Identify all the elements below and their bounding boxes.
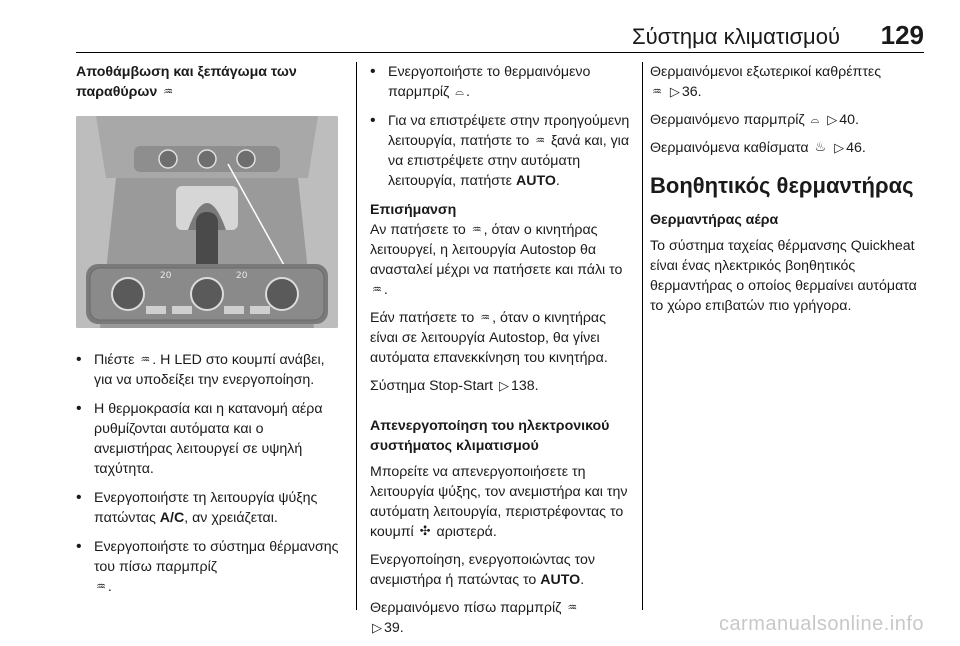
rear-defrost-icon: ♒ <box>652 86 662 98</box>
column-divider-1 <box>356 62 357 610</box>
heated-windscreen-icon: ⌓ <box>810 114 820 126</box>
note-paragraph: Αν πατήσετε το ♒ , όταν ο κινητήρας λειτουργεί, η λειτουργία Autostop θα ανασταλεί μέχρι να πατήσετε και πάλι το ♒ . <box>370 222 623 298</box>
mirrors-reference: Θερμαινόμενοι εξωτερικοί καθρέπτες ♒ ▷ 36. <box>650 64 882 100</box>
section-title-auxiliary-heater: Βοηθητικός θερμαντήρας <box>650 173 914 198</box>
page-ref-arrow-icon: ▷ <box>669 84 680 99</box>
defrost-icon: ♒ <box>372 284 382 296</box>
list-item: • Η θερμοκρασία και η κατανομή αέρα ρυθμίζονται αυτόματα και ο ανεμιστήρας λειτουργεί σε υψηλή ταχύτητα. <box>76 399 344 479</box>
heated-seat-icon: ♨ <box>814 139 827 154</box>
page-header <box>76 20 924 54</box>
climate-panel-illustration <box>76 116 338 328</box>
watermark: carmanualsonline.info <box>718 613 924 635</box>
column-divider-2 <box>642 62 643 610</box>
page-ref-arrow-icon: ▷ <box>834 140 845 155</box>
stop-start-reference: Σύστημα Stop-Start ▷ 138. <box>370 378 539 394</box>
climate-panel-photo <box>76 116 338 328</box>
rear-defrost-icon: ♒ <box>96 581 106 593</box>
windscreen-reference: Θερμαινόμενο παρμπρίζ ⌓ ▷ 40. <box>650 112 860 128</box>
auto-button-label: AUTO <box>515 173 556 189</box>
defrost-steps-list <box>76 350 344 597</box>
list-item: • Για να επιστρέψετε στην προηγούμενη λειτουργία, πατήστε το ♒ ξανά και, για να επιστρέψετε στην αυτόματη λειτουργία, πατήστε AUTO. <box>370 111 634 191</box>
defrost-icon: ♒ <box>480 312 491 324</box>
defrost-steps-continued <box>370 62 634 191</box>
list-item: • Ενεργοποιήστε το θερμαινόμενο παρμπρίζ ⌓ . <box>370 62 634 102</box>
display-right: 20 <box>236 271 248 281</box>
ac-button-label: A/C <box>159 510 185 526</box>
page-ref-arrow-icon: ▷ <box>372 620 382 635</box>
list-item: • Πιέστε ♒ . Η LED στο κουμπί ανάβει, για να υποδείξει την ενεργοποίηση. <box>76 350 344 390</box>
page-ref-arrow-icon: ▷ <box>827 112 838 127</box>
defrost-icon: ♒ <box>163 86 174 98</box>
header-rule <box>76 52 924 53</box>
section-heading-defrost: Αποθάμβωση και ξεπάγωμα των παραθύρων ♒ <box>76 64 297 100</box>
auto-button-label: AUTO <box>540 572 581 588</box>
defrost-icon: ♒ <box>535 135 546 147</box>
defrost-icon: ♒ <box>471 224 482 236</box>
deactivation-heading: Απενεργοποίηση του ηλεκτρονικού συστήματος κλιματισμού <box>370 418 610 454</box>
defrost-icon: ♒ <box>140 354 151 366</box>
note-box <box>370 200 634 368</box>
rear-heated-reference: Θερμαινόμενο πίσω παρμπρίζ ♒ ▷ 39. <box>370 600 578 636</box>
subsection-title-air-heater: Θερμαντήρας αέρα <box>650 212 779 228</box>
list-item: • Ενεργοποιήστε το σύστημα θέρμανσης του πίσω παρμπρίζ ♒ . <box>76 537 344 597</box>
list-item: • Ενεργοποιήστε τη λειτουργία ψύξης πατώντας A/C, αν χρειάζεται. <box>76 488 344 528</box>
seats-reference: Θερμαινόμενα καθίσματα ♨ ▷ 46. <box>650 139 866 156</box>
page-number: 129 <box>880 20 924 50</box>
column-3 <box>650 62 928 324</box>
note-title: Επισήμανση <box>370 202 457 218</box>
activation-paragraph: Ενεργοποίηση, ενεργοποιώντας τον ανεμιστήρα ή πατώντας το AUTO. <box>370 552 595 588</box>
header-title: Σύστημα κλιματισμού <box>631 24 840 49</box>
rear-defrost-icon: ♒ <box>567 602 578 614</box>
column-2 <box>370 62 634 646</box>
fan-icon: ✣ <box>419 523 431 538</box>
page-ref-arrow-icon: ▷ <box>498 378 509 393</box>
deactivation-paragraph: Μπορείτε να απενεργοποιήσετε τη λειτουργία ψύξης, τον ανεμιστήρα και την αυτόματη λειτουργία, περιστρέφοντας το κουμπί ✣ αριστερά. <box>370 464 628 540</box>
heated-windscreen-icon: ⌓ <box>455 86 464 98</box>
column-1 <box>76 62 344 606</box>
note-paragraph: Εάν πατήσετε το ♒ , όταν ο κινητήρας είναι σε λειτουργία Autostop, θα γίνει αυτόματα επανεκκίνηση του κινητήρα. <box>370 310 608 366</box>
air-heater-paragraph: Το σύστημα ταχείας θέρμανσης Quickheat είναι ένας ηλεκτρικός βοηθητικός θερμαντήρας ο οποίος θερμαίνει αυτόματα το χώρο επιβατών πιο γρήγορα. <box>650 238 917 314</box>
display-left: 20 <box>160 271 172 281</box>
